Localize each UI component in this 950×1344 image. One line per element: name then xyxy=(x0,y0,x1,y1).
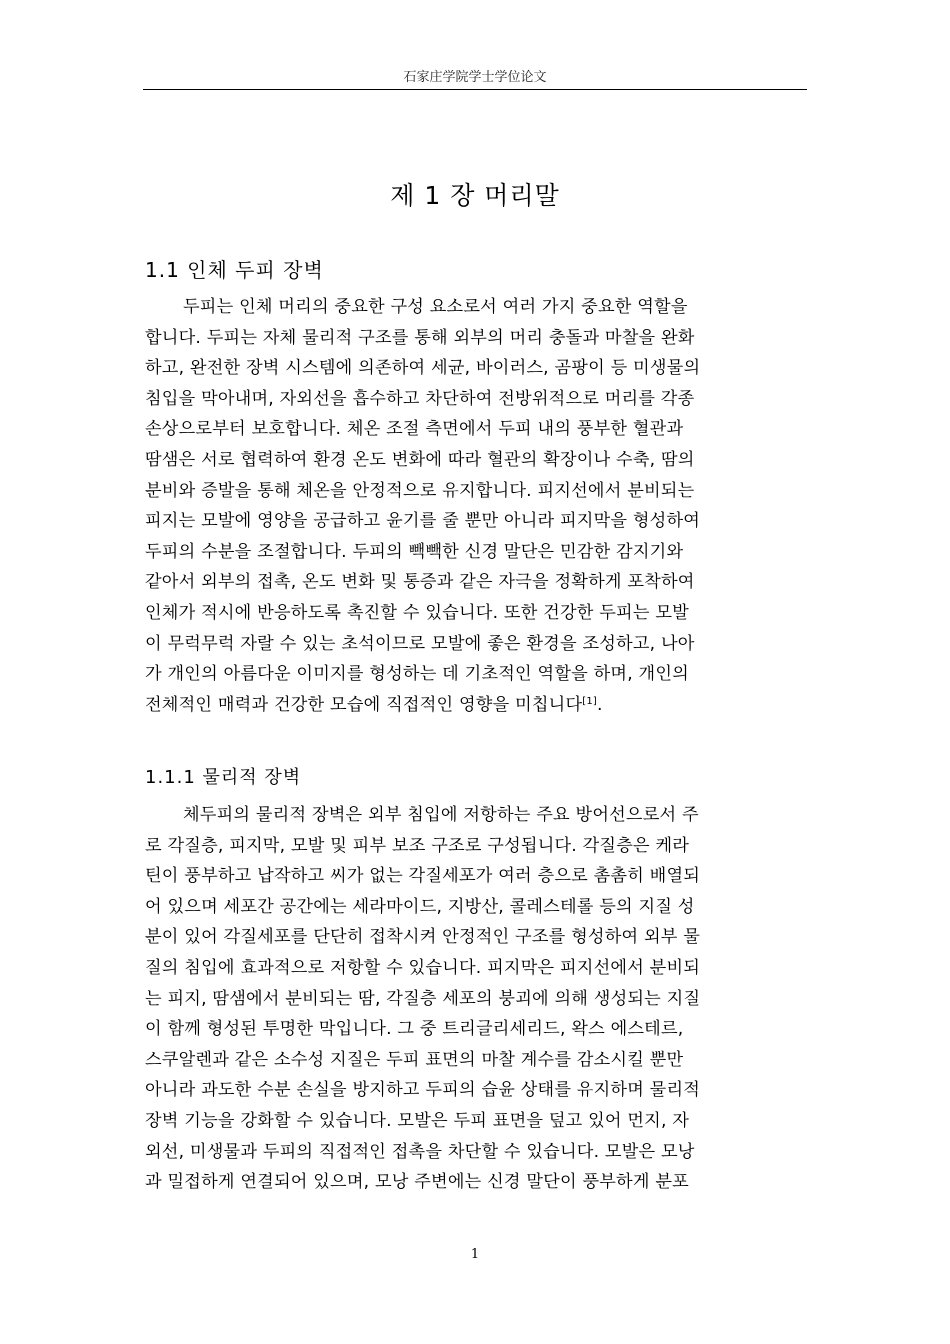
paragraph-line: 분비와 증발을 통해 체온을 안정적으로 유지합니다. 피지선에서 분비되는 xyxy=(145,480,695,501)
paragraph-line: 같아서 외부의 접촉, 온도 변화 및 통증과 같은 자극을 정확하게 포착하여 xyxy=(145,572,695,593)
paragraph-line: 하고, 완전한 장벽 시스템에 의존하여 세균, 바이러스, 곰팡이 등 미생물의 xyxy=(145,358,701,379)
paragraph-line: 땀샘은 서로 협력하여 환경 온도 변화에 따라 혈관의 확장이나 수축, 땀의 xyxy=(145,449,695,470)
paragraph-line: 과 밀접하게 연결되어 있으며, 모낭 주변에는 신경 말단이 풍부하게 분포 xyxy=(145,1172,689,1193)
paragraph-1 xyxy=(145,292,807,720)
paragraph-line: 피지는 모발에 영양을 공급하고 윤기를 줄 뿐만 아니라 피지막을 형성하여 xyxy=(145,511,701,532)
paragraph-last-line xyxy=(145,690,807,721)
paragraph-line: 는 피지, 땀샘에서 분비되는 땀, 각질층 세포의 붕괴에 의해 생성되는 지질 xyxy=(145,988,701,1009)
paragraph-line: 합니다. 두피는 자체 물리적 구조를 통해 외부의 머리 충돌과 마찰을 완화 xyxy=(145,327,695,348)
paragraph-line: 두피는 인체 머리의 중요한 구성 요소로서 여러 가지 중요한 역할을 xyxy=(183,297,688,317)
header-divider xyxy=(143,89,807,90)
paragraph-line: 침입을 막아내며, 자외선을 흡수하고 차단하여 전방위적으로 머리를 각종 xyxy=(145,388,695,409)
paragraph-line: 인체가 적시에 반응하도록 촉진할 수 있습니다. 또한 건강한 두피는 모발 xyxy=(145,602,689,623)
page-number: 1 xyxy=(470,1247,480,1262)
paragraph-line: 외선, 미생물과 두피의 직접적인 접촉을 차단할 수 있습니다. 모발은 모낭 xyxy=(145,1141,695,1162)
paragraph-line: 스쿠알렌과 같은 소수성 지질은 두피 표면의 마찰 계수를 감소시킬 뿐만 xyxy=(145,1049,684,1070)
paragraph-line: 질의 침입에 효과적으로 저항할 수 있습니다. 피지막은 피지선에서 분비되 xyxy=(145,957,701,978)
section-heading: 1.1 인체 두피 장벽 xyxy=(145,258,324,282)
paragraph-line: 체두피의 물리적 장벽은 외부 침입에 저항하는 주요 방어선으로서 주 xyxy=(183,805,699,825)
paragraph-2 xyxy=(145,800,807,1198)
subsection-heading: 1.1.1 물리적 장벽 xyxy=(145,767,302,788)
paragraph-end-punct: . xyxy=(597,694,603,715)
paragraph-line: 이 무럭무럭 자랄 수 있는 초석이므로 모발에 좋은 환경을 조성하고, 나아 xyxy=(145,633,695,654)
chapter-title: 제 1 장 머리말 xyxy=(390,181,560,210)
paragraph-line: 틴이 풍부하고 납작하고 씨가 없는 각질세포가 여러 층으로 촘촘히 배열되 xyxy=(145,866,701,887)
paragraph-line: 두피의 수분을 조절합니다. 두피의 빽빽한 신경 말단은 민감한 감지기와 xyxy=(145,541,684,562)
running-header: 石家庄学院学士学位论文 xyxy=(403,70,547,85)
paragraph-line: 아니라 과도한 수분 손실을 방지하고 두피의 습윤 상태를 유지하며 물리적 xyxy=(145,1080,701,1101)
paragraph-line-text: 전체적인 매력과 건강한 모습에 직접적인 영향을 미칩니다 xyxy=(145,694,583,715)
paragraph-line: 어 있으며 세포간 공간에는 세라마이드, 지방산, 콜레스테롤 등의 지질 성 xyxy=(145,896,695,917)
paragraph-line: 가 개인의 아름다운 이미지를 형성하는 데 기초적인 역할을 하며, 개인의 xyxy=(145,664,689,685)
paragraph-line: 장벽 기능을 강화할 수 있습니다. 모발은 두피 표면을 덮고 있어 먼지, 자 xyxy=(145,1110,690,1131)
paragraph-line: 분이 있어 각질세포를 단단히 접착시켜 안정적인 구조를 형성하여 외부 물 xyxy=(145,927,701,948)
paragraph-line: 로 각질층, 피지막, 모발 및 피부 보조 구조로 구성됩니다. 각질층은 케라 xyxy=(145,835,690,856)
paragraph-line: 이 함께 형성된 투명한 막입니다. 그 중 트리글리세리드, 왁스 에스테르, xyxy=(145,1019,684,1040)
paragraph-line: 손상으로부터 보호합니다. 체온 조절 측면에서 두피 내의 풍부한 혈관과 xyxy=(145,419,684,440)
citation-ref[interactable]: [1] xyxy=(582,695,598,707)
